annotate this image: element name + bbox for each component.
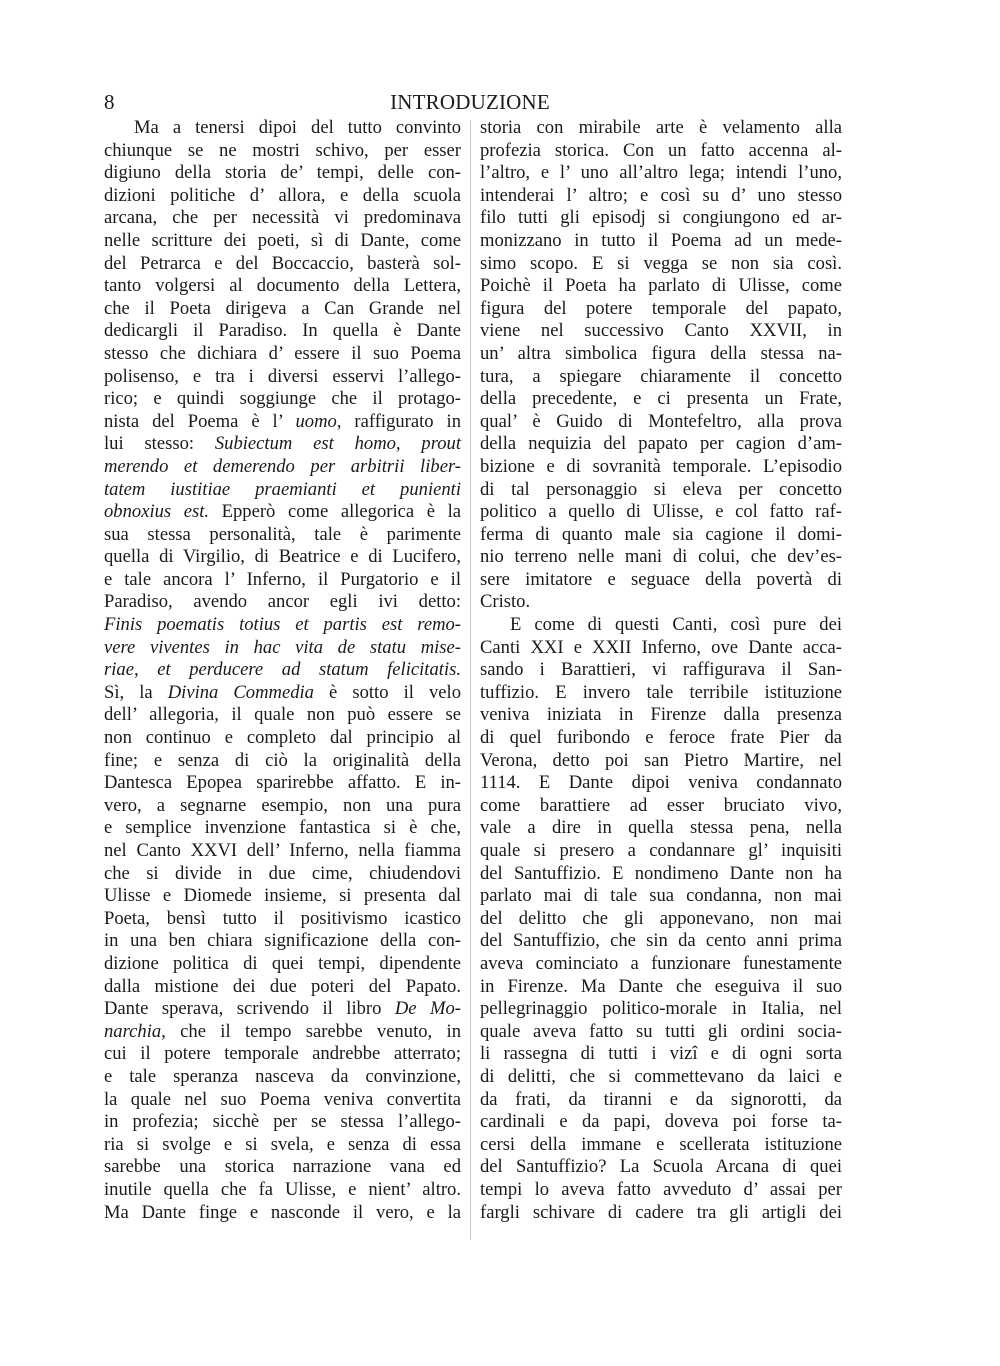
text-segment: polisenso, e tra i diversi esservi l’allego- [104, 365, 461, 387]
text-line [480, 750, 842, 773]
text-segment: Ulisse e Diomede insieme, si presenta dal [104, 885, 461, 907]
text-line [104, 1202, 461, 1225]
column-divider [470, 120, 471, 1240]
text-line [480, 1156, 842, 1179]
text-line [104, 343, 461, 366]
text-line [104, 976, 461, 999]
text-segment: quale si presero a condannare gl’ inquisiti [480, 840, 842, 861]
text-segment: monizzano in tutto il Poema ad un mede- [480, 229, 842, 251]
text-segment: quale aveva fatto su tutti gli ordini socia- [480, 1020, 842, 1042]
text-segment: stesso che dichiara d’ essere il suo Poema [104, 342, 461, 364]
text-segment: filo tutti gli episodj si congiungono ed ar- [480, 207, 842, 229]
text-line [480, 501, 842, 524]
text-segment: bizione e di sovranità temporale. L’episodio [480, 455, 842, 477]
italic-text: merendo et demerendo per arbitrii liber- [104, 455, 461, 477]
text-line [480, 659, 842, 682]
text-line [480, 388, 842, 411]
text-segment: nelle scritture dei poeti, sì di Dante, come [104, 229, 461, 251]
text-segment: del delitto che gli apponevano, non mai [480, 907, 842, 929]
text-line [104, 207, 461, 230]
text-segment: Verona, detto poi san Pietro Martire, nel [480, 749, 842, 771]
text-line [480, 1179, 842, 1202]
text-segment: da frati, da tiranni e da signorotti, da [480, 1088, 842, 1110]
text-segment: figura del potere temporale del papato, [480, 297, 842, 319]
text-line [480, 1021, 842, 1044]
text-line [480, 682, 842, 705]
text-line [480, 524, 842, 547]
italic-text: narchia, [104, 1020, 166, 1042]
text-segment: nio terreno nelle mani di colui, che dev’es- [480, 546, 842, 568]
text-segment: sarebbe una storica narrazione vana ed [104, 1156, 461, 1178]
text-line [104, 682, 461, 705]
text-segment: è sotto il velo [313, 681, 461, 703]
text-line [480, 930, 842, 953]
text-line [480, 953, 842, 976]
text-line [104, 253, 461, 276]
italic-text: Finis poematis totius et partis est remo- [104, 614, 461, 636]
text-line [104, 1156, 461, 1179]
text-line [104, 817, 461, 840]
right-text-column [480, 117, 842, 1224]
text-segment: in una ben chiara significazione della con- [104, 930, 461, 952]
text-segment: E come di questi Canti, così pure dei [510, 614, 842, 636]
text-line [104, 524, 461, 547]
text-segment: li rassegna di tutti i vizî e di ogni sorta [480, 1043, 842, 1065]
text-line [480, 230, 842, 253]
text-line [480, 614, 842, 637]
text-line [480, 998, 842, 1021]
left-text-column [104, 117, 461, 1224]
text-segment: sua stessa personalità, tale è parimente [104, 523, 461, 545]
text-segment: tuffizio. E invero tale terribile istituzione [480, 681, 842, 703]
text-segment: parlato mai di tale sua condanna, non mai [480, 885, 842, 907]
italic-text: riae, et perducere ad statum felicitatis. [104, 659, 461, 681]
text-line [104, 930, 461, 953]
text-segment: un’ altra simbolica figura della stessa na- [480, 342, 842, 364]
text-segment: profezia storica. Con un fatto accenna al- [480, 139, 842, 161]
text-line [104, 750, 461, 773]
text-segment: in profezia; sicchè per se stessa l’allego- [104, 1111, 461, 1133]
text-segment: quella di Virgilio, di Beatrice e di Lucifero, [104, 546, 461, 568]
text-line [104, 637, 461, 660]
text-line [104, 117, 461, 140]
text-line [480, 885, 842, 908]
text-line [104, 411, 461, 434]
text-line [104, 772, 461, 795]
text-segment: Dante sperava, scrivendo il libro [104, 998, 395, 1020]
text-line [104, 704, 461, 727]
text-line [104, 185, 461, 208]
text-segment: storia con mirabile arte è velamento alla [480, 117, 842, 138]
text-line [104, 863, 461, 886]
text-segment: dalla mistione dei due poteri del Papato. [104, 975, 461, 997]
text-segment: Paradiso, avendo ancor egli ivi detto: [104, 591, 461, 613]
text-line [104, 456, 461, 479]
text-line [480, 637, 842, 660]
text-segment: Poichè il Poeta ha parlato di Ulisse, come [480, 275, 842, 297]
text-line [104, 479, 461, 502]
text-line [104, 727, 461, 750]
text-line [480, 275, 842, 298]
text-line [480, 253, 842, 276]
text-line [480, 569, 842, 592]
text-line [480, 1134, 842, 1157]
text-line [104, 1066, 461, 1089]
text-segment: tempi lo aveva fatto avveduto d’ assai per [480, 1178, 842, 1200]
text-line [480, 727, 842, 750]
page-number: 8 [104, 90, 115, 114]
text-segment: digiuno della storia de’ tempi, delle con- [104, 162, 461, 184]
text-line [480, 207, 842, 230]
text-segment: fine; e senza di ciò la originalità della [104, 749, 461, 771]
italic-text: tatem iustitiae praemianti et punienti [104, 478, 461, 500]
text-segment: della nequizia del papato per cagion d’am- [480, 433, 842, 455]
text-line [480, 433, 842, 456]
text-line [104, 388, 461, 411]
italic-text: Subiectum est homo, prout [214, 433, 461, 455]
text-line [480, 1111, 842, 1134]
text-line [104, 1111, 461, 1134]
text-line [104, 1021, 461, 1044]
text-segment: sere imitatore e seguace della povertà di [480, 568, 842, 590]
text-segment: Cristo. [480, 591, 531, 613]
text-line [480, 772, 842, 795]
text-line [104, 140, 461, 163]
text-segment: inutile quella che fa Ulisse, e nient’ altro. [104, 1178, 461, 1200]
italic-text: Divina Commedia [167, 681, 314, 703]
text-line [480, 479, 842, 502]
text-segment: fargli schivare di cadere tra gli artigli dei [480, 1201, 842, 1223]
text-line [480, 456, 842, 479]
text-segment: dizione politica di quei tempi, dipendente [104, 952, 461, 974]
text-line [104, 569, 461, 592]
text-line [480, 140, 842, 163]
text-segment: veniva iniziata in Firenze dalla presenza [480, 704, 842, 726]
text-segment: non continuo e completo dal principio al [104, 727, 461, 749]
text-segment: Sì, la [104, 681, 168, 703]
text-line [104, 998, 461, 1021]
text-line [104, 953, 461, 976]
text-line [104, 1134, 461, 1157]
text-line [104, 885, 461, 908]
text-line [104, 795, 461, 818]
text-segment: Canti XXI e XXII Inferno, ove Dante acca- [480, 636, 842, 658]
text-segment: Ma Dante finge e nasconde il vero, e la [104, 1201, 461, 1223]
text-segment: del Santuffizio. E nondimeno Dante non ha [480, 862, 842, 884]
text-line [104, 162, 461, 185]
text-line [480, 795, 842, 818]
text-line [480, 863, 842, 886]
text-segment: e tale ancora l’ Inferno, il Purgatorio e il [104, 568, 461, 590]
text-segment: di quel furibondo e feroce frate Pier da [480, 727, 842, 749]
text-line [480, 817, 842, 840]
text-segment: ria si svolge e si svela, e senza di essa [104, 1133, 461, 1155]
text-segment: tura, a spiegare chiaramente il concetto [480, 365, 842, 387]
text-segment: sando i Barattieri, vi raffigurava il San- [480, 659, 842, 681]
text-segment: tanto volgersi al documento della Lettera, [104, 275, 461, 297]
text-segment: raffigurato in [341, 410, 461, 432]
text-line [480, 185, 842, 208]
text-segment: come barattiere ad esser bruciato vivo, [480, 794, 842, 816]
text-segment: dell’ allegoria, il quale non può essere se [104, 704, 461, 726]
text-segment: che il tempo sarebbe venuto, in [165, 1020, 461, 1042]
text-segment: vale a dire in quella stessa pena, nella [480, 817, 842, 839]
text-line [104, 591, 461, 614]
text-segment: Dantesca Epopea sparirebbe affatto. E in- [104, 772, 461, 794]
text-segment: arcana, che per necessità vi predominava [104, 207, 461, 229]
text-segment: Epperò come allegorica è la [209, 501, 461, 523]
text-segment: di delitti, che si commettevano da laici e [480, 1065, 842, 1087]
text-segment: del Santuffizio? La Scuola Arcana di quei [480, 1156, 842, 1178]
text-segment: l’altro, e l’ uno all’altro lega; intendi l’uno, [480, 162, 842, 184]
text-line [104, 840, 461, 863]
text-line [104, 320, 461, 343]
text-segment: di tal personaggio si eleva per concetto [480, 478, 842, 500]
italic-text: vere viventes in hac vita de statu mise- [104, 636, 461, 658]
text-line [104, 366, 461, 389]
text-segment: pellegrinaggio politico-morale in Italia, nel [480, 998, 842, 1020]
italic-text: De Mo- [394, 998, 461, 1020]
text-line [480, 976, 842, 999]
text-segment: in Firenze. Ma Dante che eseguiva il suo [480, 975, 842, 997]
text-segment: Ma a tenersi dipoi del tutto convinto [134, 117, 461, 138]
text-line [104, 1043, 461, 1066]
text-line [104, 275, 461, 298]
text-segment: del Santuffizio, che sin da cento anni prima [480, 930, 842, 952]
text-line [104, 1179, 461, 1202]
running-head: INTRODUZIONE [390, 90, 550, 114]
text-segment: che si divide in due cime, chiudendovi [104, 862, 461, 884]
text-segment: nel Canto XXVI dell’ Inferno, nella fiamma [104, 840, 461, 861]
text-segment: ferma di quanto male sia cagione il domi- [480, 523, 842, 545]
text-segment: intenderai l’ altro; e così su d’ uno stesso [480, 184, 842, 206]
text-line [480, 591, 842, 614]
text-line [480, 546, 842, 569]
text-line [480, 1066, 842, 1089]
text-line [480, 366, 842, 389]
text-line [480, 704, 842, 727]
text-segment: e semplice invenzione fantastica si è che, [104, 817, 461, 839]
text-line [104, 908, 461, 931]
text-line [480, 298, 842, 321]
text-line [480, 1043, 842, 1066]
text-line [480, 320, 842, 343]
text-segment: della precedente, e ci presenta un Frate, [480, 388, 842, 410]
text-line [480, 162, 842, 185]
text-line [104, 230, 461, 253]
text-segment: rico; e quindi soggiunge che il protago- [104, 388, 461, 410]
text-segment: simo scopo. E si vegga se non sia così. [480, 252, 842, 274]
text-segment: viene nel successivo Canto XXVII, in [480, 320, 842, 342]
text-segment: cardinali e da papi, doveva poi forse ta- [480, 1111, 842, 1133]
text-line [480, 411, 842, 434]
text-segment: cersi della immane e scellerata istituzione [480, 1133, 842, 1155]
text-line [104, 1089, 461, 1112]
text-segment: politico a quello di Ulisse, e col fatto raf- [480, 501, 842, 523]
text-segment: Poeta, bensì tutto il positivismo icastico [104, 907, 461, 929]
text-segment: chiunque se ne mostri schivo, per esser [104, 139, 461, 161]
text-line [480, 840, 842, 863]
text-line [480, 1202, 842, 1225]
text-segment: aveva cominciato a funzionare funestamente [480, 952, 842, 974]
text-segment: vero, a segnarne esempio, non una pura [104, 794, 461, 816]
text-segment: la quale nel suo Poema veniva convertita [104, 1088, 461, 1110]
text-segment: che il Poeta dirigeva a Can Grande nel [104, 297, 461, 319]
text-line [104, 298, 461, 321]
text-segment: e tale speranza nasceva da convinzione, [104, 1065, 461, 1087]
text-segment: dedicargli il Paradiso. In quella è Dante [104, 320, 461, 342]
text-line [104, 546, 461, 569]
text-line [480, 117, 842, 140]
text-line [480, 1089, 842, 1112]
text-line [104, 614, 461, 637]
text-line [104, 433, 461, 456]
text-segment: nista del Poema è l’ [104, 410, 296, 432]
text-segment: 1114. E Dante dipoi veniva condannato [480, 772, 842, 794]
text-segment: cui il potere temporale andrebbe atterrato; [104, 1043, 461, 1065]
text-line [480, 343, 842, 366]
text-line [104, 659, 461, 682]
text-line [104, 501, 461, 524]
italic-text: uomo, [295, 410, 342, 432]
text-segment: qual’ è Guido di Montefeltro, alla prova [480, 410, 842, 432]
text-segment: del Petrarca e del Boccaccio, basterà sol- [104, 252, 461, 274]
italic-text: obnoxius est. [104, 501, 210, 523]
text-line [480, 908, 842, 931]
text-segment: lui stesso: [104, 433, 215, 455]
text-segment: dizioni politiche d’ allora, e della scuola [104, 184, 461, 206]
